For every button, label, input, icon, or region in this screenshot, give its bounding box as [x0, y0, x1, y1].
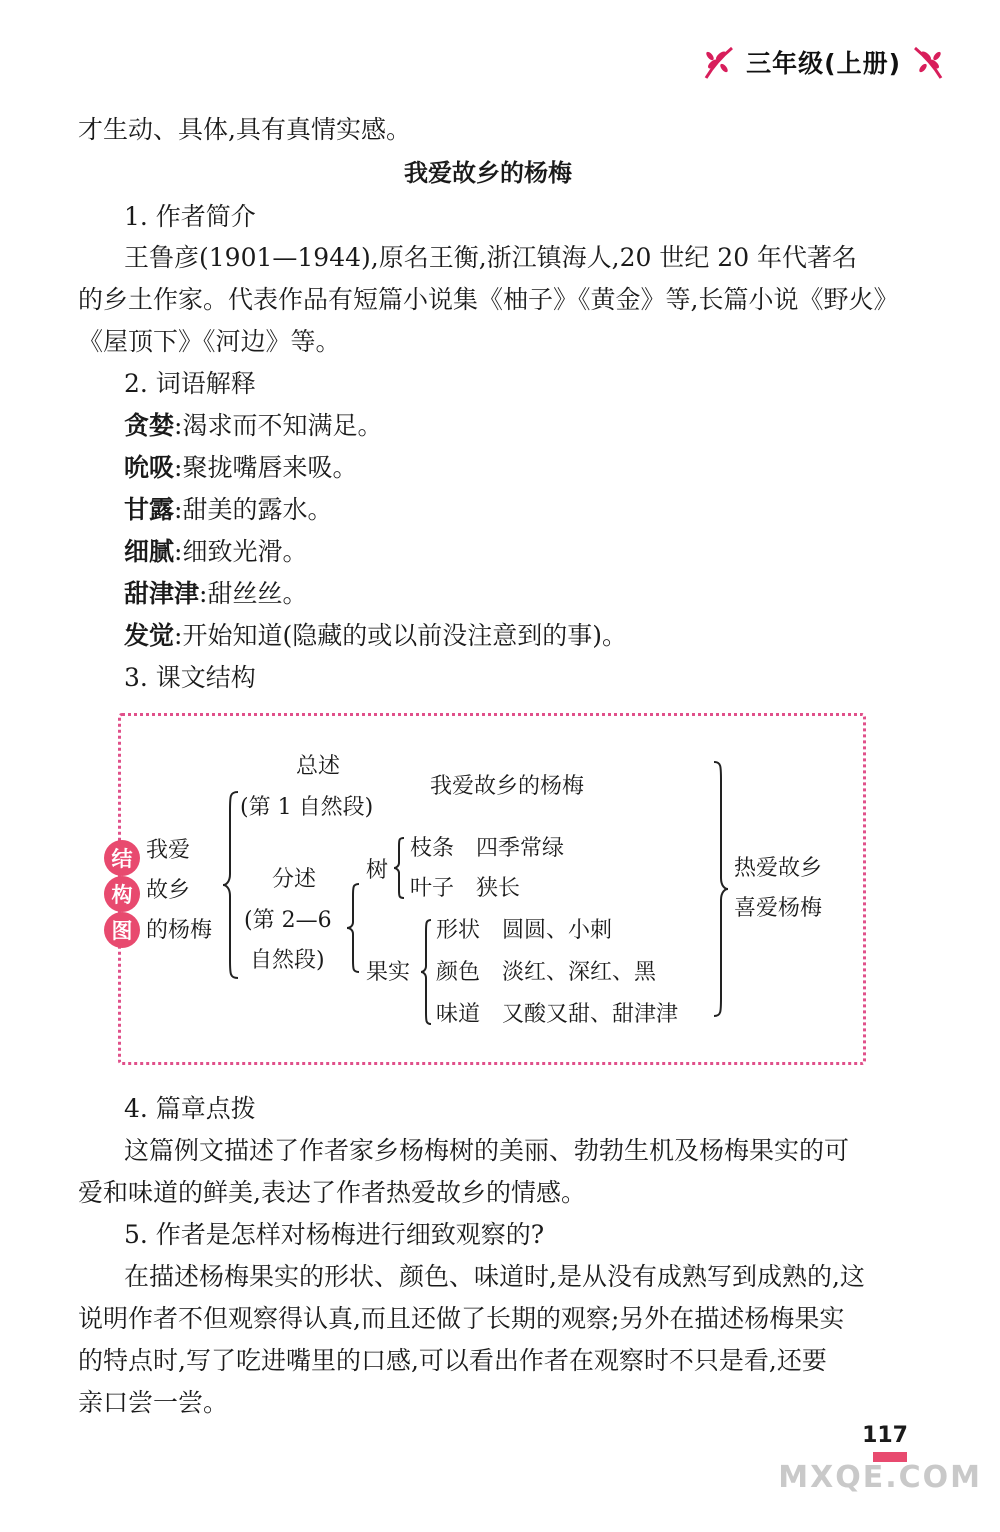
detail-label: 分述 [272, 867, 317, 892]
fruit-row: 形状 圆圆、小刺 [436, 918, 613, 943]
tree-row: 枝条 四季常绿 [410, 836, 565, 861]
fruit-row: 味道 又酸又甜、甜津津 [436, 1002, 679, 1027]
glossary-item: 细腻:细致光滑。 [124, 537, 308, 566]
text-line: 亲口尝一尝。 [78, 1388, 229, 1417]
left-ornament-icon [702, 44, 736, 80]
glossary-item: 甜津津:甜丝丝。 [124, 579, 308, 608]
text-line: 的乡土作家。代表作品有短篇小说集《柚子》《黄金》等,长篇小说《野火》 [78, 285, 899, 314]
detail-para: (第 2—6 [244, 908, 332, 933]
tree-row: 叶子 狭长 [410, 876, 521, 901]
fruit-brace-icon [420, 918, 434, 1026]
root-label: 我爱 [146, 838, 191, 863]
page-number: 117 [862, 1423, 908, 1448]
glossary-item: 贪婪:渴求而不知满足。 [124, 411, 383, 440]
root-label: 的杨梅 [146, 918, 213, 943]
summary-label: 热爱故乡 [734, 856, 823, 881]
header-grade [702, 42, 945, 82]
heading-structure: 3. 课文结构 [124, 663, 256, 692]
text-line: 的特点时,写了吃进嘴里的口感,可以看出作者在观察时不只是看,还要 [78, 1346, 827, 1375]
badge-char: 构 [104, 876, 140, 912]
general-para: (第 1 自然段) [240, 795, 374, 820]
right-ornament-icon [911, 44, 945, 80]
heading-analysis: 4. 篇章点拨 [124, 1094, 256, 1123]
summary-label: 喜爱杨梅 [734, 896, 823, 921]
tree-brace-icon [393, 836, 407, 900]
text-line: 王鲁彦(1901—1944),原名王衡,浙江镇海人,20 世纪 20 年代著名 [124, 243, 858, 272]
tree-label: 树 [366, 858, 389, 883]
summary-brace-icon [712, 760, 730, 1018]
text-line: 说明作者不但观察得认真,而且还做了长期的观察;另外在描述杨梅果实 [78, 1304, 845, 1333]
root-brace-icon [222, 790, 242, 980]
glossary-item: 甘露:甜美的露水。 [124, 495, 333, 524]
text-line: 在描述杨梅果实的形状、颜色、味道时,是从没有成熟写到成熟的,这 [124, 1262, 865, 1291]
fruit-label: 果实 [366, 960, 411, 985]
text-line: 才生动、具体,具有真情实感。 [78, 115, 411, 144]
heading-question: 5. 作者是怎样对杨梅进行细致观察的? [124, 1220, 545, 1249]
text-line: 《屋顶下》《河边》等。 [78, 327, 341, 356]
watermark: MXQE.COM [778, 1460, 982, 1495]
section-title: 我爱故乡的杨梅 [404, 159, 572, 187]
root-label: 故乡 [146, 878, 191, 903]
fruit-row: 颜色 淡红、深红、黑 [436, 960, 657, 985]
detail-para: 自然段) [250, 948, 325, 973]
glossary-item: 发觉:开始知道(隐藏的或以前没注意到的事)。 [124, 621, 627, 650]
grade-label: 三年级(上册) [746, 49, 901, 78]
heading-vocab: 2. 词语解释 [124, 369, 256, 398]
text-line: 这篇例文描述了作者家乡杨梅树的美丽、勃勃生机及杨梅果实的可 [124, 1136, 850, 1165]
general-text: 我爱故乡的杨梅 [430, 774, 585, 799]
heading-author: 1. 作者简介 [124, 202, 256, 231]
detail-brace-icon [346, 882, 362, 974]
badge-char: 结 [104, 840, 140, 876]
glossary-item: 吮吸:聚拢嘴唇来吸。 [124, 453, 358, 482]
text-line: 爱和味道的鲜美,表达了作者热爱故乡的情感。 [78, 1178, 586, 1207]
badge-char: 图 [104, 912, 140, 948]
general-label: 总述 [296, 754, 341, 779]
